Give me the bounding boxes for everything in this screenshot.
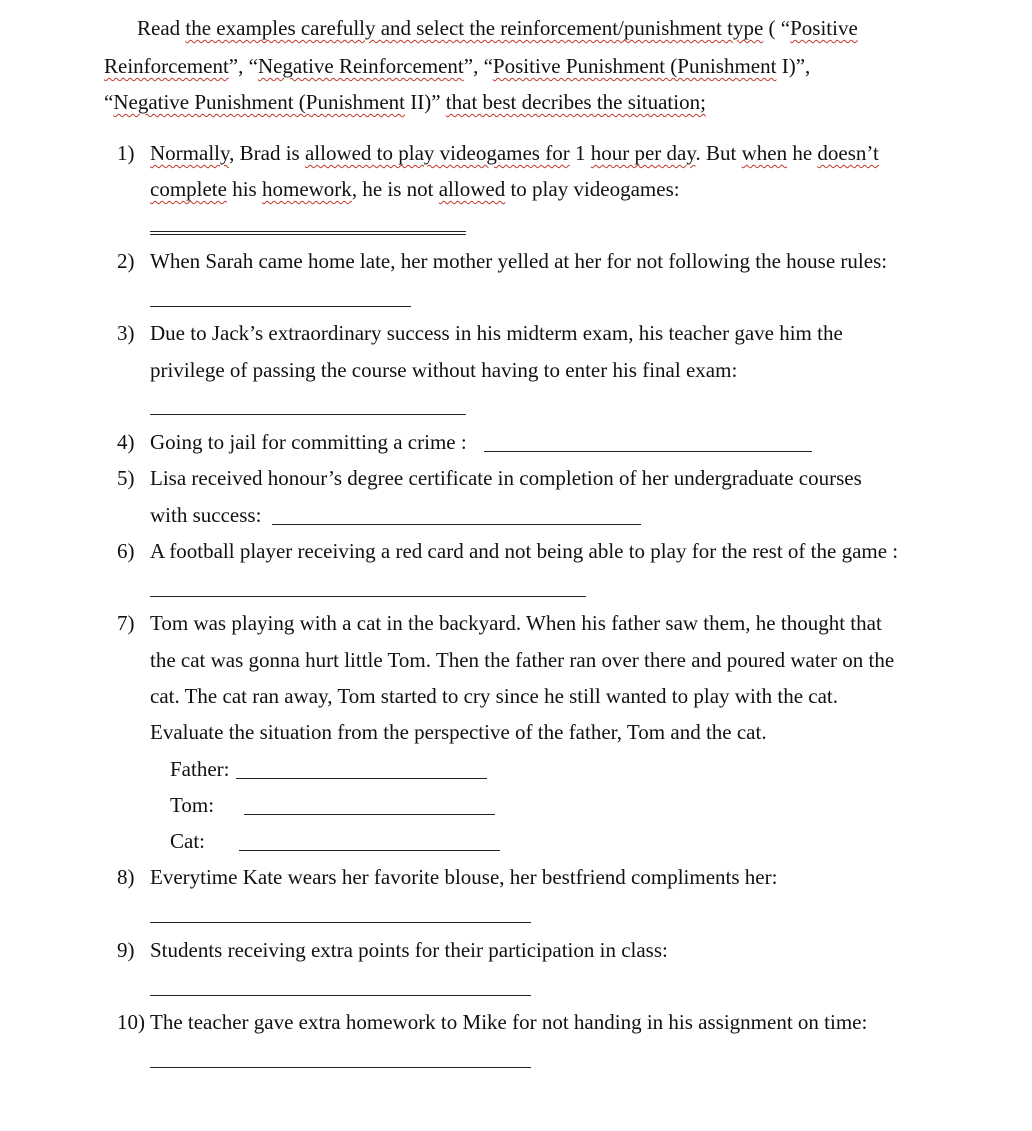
instr-text: Negative Punishment (Punishment <box>113 90 405 114</box>
answer-blank-q5[interactable] <box>272 524 641 525</box>
instr-text: “ <box>104 90 114 114</box>
question-number: 5) <box>117 466 135 490</box>
question-2-text: When Sarah came home late, her mother yelled at her for not following the house rules: <box>150 249 888 273</box>
instr-text: ”, “ <box>228 54 258 78</box>
q1-text: , Brad is <box>229 141 305 165</box>
question-number: 6) <box>117 539 135 563</box>
question-number: 10) <box>117 1010 145 1034</box>
answer-blank-father[interactable] <box>236 778 487 779</box>
question-number: 4) <box>117 430 135 454</box>
question-5-text-line-2: with success: <box>150 503 262 527</box>
answer-blank-tom[interactable] <box>244 814 495 815</box>
question-9-text: Students receiving extra points for their participation in class: <box>150 938 668 962</box>
question-7-text-line-4: Evaluate the situation from the perspective of the father, Tom and the cat. <box>150 720 767 744</box>
father-label: Father: <box>170 757 230 781</box>
question-7-text-line-3: cat. The cat ran away, Tom started to cry since he still wanted to play with the cat. <box>150 684 838 708</box>
question-number: 9) <box>117 938 135 962</box>
instr-text: that best decribes the situation; <box>445 90 706 114</box>
question-7-text-line-2: the cat was gonna hurt little Tom. Then the father ran over there and poured water on the <box>150 648 895 672</box>
answer-blank-q6[interactable] <box>150 596 586 597</box>
q1-text: hour per day <box>590 141 696 165</box>
instr-text: II)” <box>404 90 446 114</box>
instr-text: I)”, <box>776 54 811 78</box>
q1-text: complete <box>150 177 227 201</box>
question-8-text: Everytime Kate wears her favorite blouse, her bestfriend compliments her: <box>150 865 778 889</box>
q1-text: homework <box>261 177 352 201</box>
answer-blank-q10[interactable] <box>150 1067 531 1068</box>
instr-text: Read <box>137 16 186 40</box>
tom-label: Tom: <box>170 793 215 817</box>
q1-text: . But <box>695 141 742 165</box>
instructions-line-1 <box>137 18 858 39</box>
q1-text: to play videogames: <box>505 177 680 201</box>
question-5-text-line-1: Lisa received honour’s degree certificate in completion of her undergraduate courses <box>150 466 862 490</box>
question-4-text: Going to jail for committing a crime : <box>150 430 467 454</box>
q1-text: Normally <box>150 141 230 165</box>
instr-text: Negative Reinforcement <box>257 54 464 78</box>
q1-text: when <box>741 141 788 165</box>
instr-text: ”, “ <box>463 54 493 78</box>
answer-blank-cat[interactable] <box>239 850 500 851</box>
instr-text: ( “ <box>763 16 791 40</box>
q1-text: his <box>226 177 262 201</box>
question-3-text-line-1: Due to Jack’s extraordinary success in his midterm exam, his teacher gave him the <box>150 321 843 345</box>
answer-blank-q2[interactable] <box>150 306 411 307</box>
question-number: 8) <box>117 865 135 889</box>
question-number: 7) <box>117 611 135 635</box>
question-7-text-line-1: Tom was playing with a cat in the backyard. When his father saw them, he thought that <box>150 611 882 635</box>
instructions-line-2 <box>104 56 810 77</box>
q1-text: he <box>787 141 818 165</box>
answer-blank-q1[interactable] <box>150 231 466 235</box>
q1-text: , he is not <box>351 177 439 201</box>
question-number: 2) <box>117 249 135 273</box>
instr-text: the examples carefully and select the reinforcement/punishment type <box>185 16 764 40</box>
instr-text: Positive <box>790 16 858 40</box>
question-6-text: A football player receiving a red card and not being able to play for the rest of the game : <box>150 539 899 563</box>
question-3-text-line-2: privilege of passing the course without having to enter his final exam: <box>150 358 738 382</box>
answer-blank-q4[interactable] <box>484 451 812 452</box>
question-10-text: The teacher gave extra homework to Mike for not handing in his assignment on time: <box>150 1010 868 1034</box>
q1-text: 1 <box>569 141 591 165</box>
answer-blank-q8[interactable] <box>150 922 531 923</box>
answer-blank-q3[interactable] <box>150 414 466 415</box>
instructions-line-3 <box>104 92 706 113</box>
question-1-text-line-2 <box>150 179 680 200</box>
question-number: 1) <box>117 141 135 165</box>
question-number: 3) <box>117 321 135 345</box>
cat-label: Cat: <box>170 829 205 853</box>
q1-text: allowed <box>438 177 506 201</box>
instr-text: Reinforcement <box>104 54 229 78</box>
q1-text: doesn’t <box>817 141 879 165</box>
q1-text: allowed to play videogames for <box>304 141 570 165</box>
answer-blank-q9[interactable] <box>150 995 531 996</box>
question-1-text-line-1 <box>150 143 879 164</box>
instr-text: Positive Punishment (Punishment <box>492 54 777 78</box>
